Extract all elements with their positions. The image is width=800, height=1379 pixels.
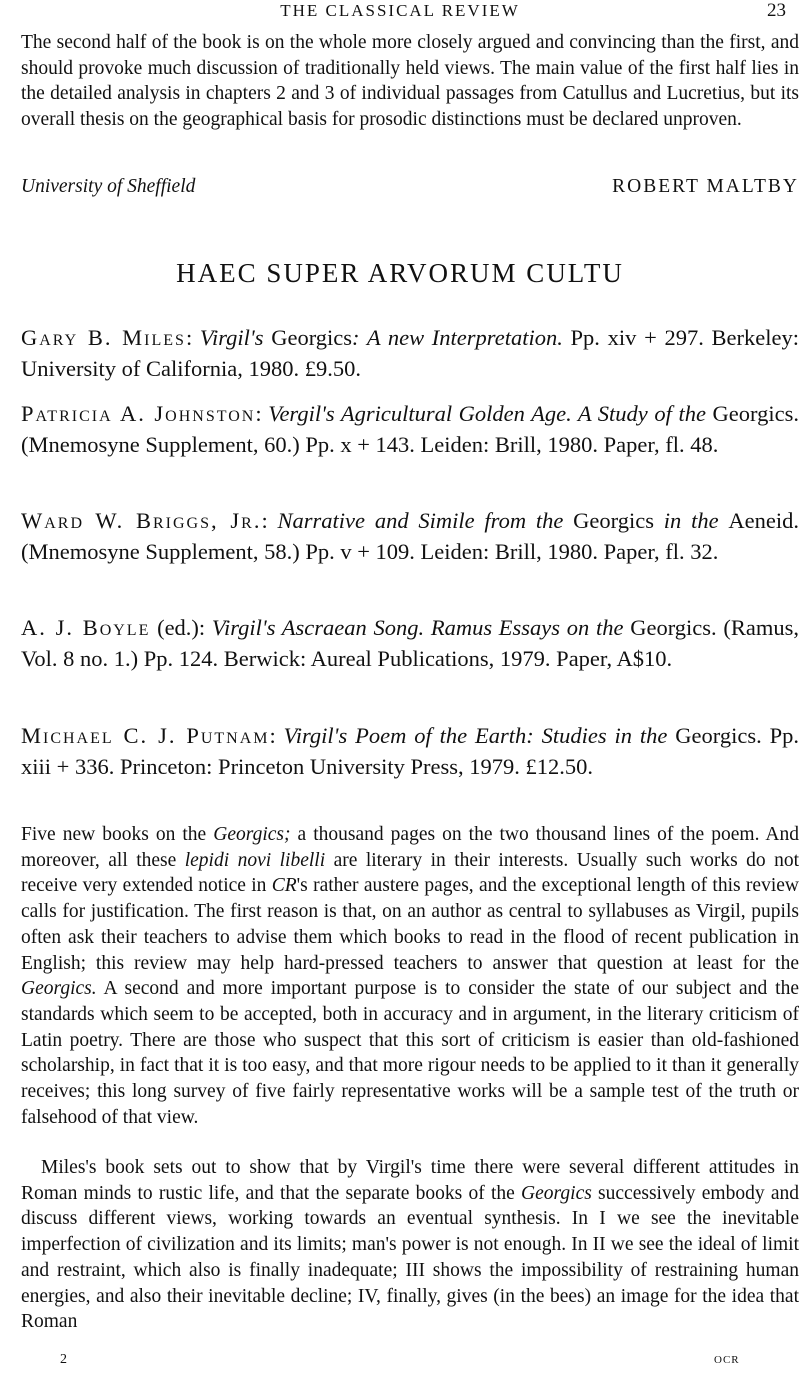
text-run: Miles's book sets out to show that by Virgil's time there were several different attitudes in Roman minds to rustic life, and that the separate books of the bbox=[21, 1157, 799, 1204]
review-title: HAEC SUPER ARVORUM CULTU bbox=[176, 258, 624, 288]
book-title: . bbox=[793, 401, 799, 426]
text-run: successively embody and discuss different views, working towards an eventual synthesis. In I we see the inevitable imperfection of civilization and its limits; man's power is not enough. In II we see the ideal of limit and restraint, which also is finally inadequate; III shows the impossibility of restraining human energies, and also their inevitable decline; IV, finally, gives (in the bees) an image for the idea that Roman bbox=[21, 1182, 799, 1333]
page-number: 23 bbox=[767, 0, 786, 21]
text-run: a thousand pages on the two thousand lines of the poem. And moreover, all these bbox=[21, 824, 799, 871]
book-title: : bbox=[352, 325, 367, 350]
book-details: Pp. xiii + 336. Princeton: Princeton University Press, 1979. £12.50. bbox=[21, 723, 799, 779]
book-entry bbox=[21, 612, 799, 674]
book-title: Georgics bbox=[573, 508, 654, 533]
book-separator: : bbox=[185, 325, 200, 350]
signature-mark: 2 bbox=[60, 1352, 67, 1367]
book-title: Georgics bbox=[271, 325, 353, 350]
book-title: Vergil's Agricultural Golden Age. A Study of the bbox=[268, 401, 713, 426]
book-author: Michael C. J. Putnam bbox=[21, 723, 270, 748]
book-title: Georgics. bbox=[630, 615, 717, 640]
text-run: Georgics bbox=[521, 1182, 592, 1204]
book-title: Aeneid. bbox=[728, 508, 799, 533]
text-run: Five new books on the bbox=[21, 824, 214, 845]
book-title: Virgil's Ascraean Song. Ramus Essays on the bbox=[211, 615, 631, 640]
book-title: Virgil's Poem of the Earth: Studies in the bbox=[283, 723, 676, 748]
reviewer-name: ROBERT MALTBY bbox=[612, 176, 799, 197]
text-run: A second and more important purpose is to consider the state of our subject and the standards which seem to be accepted, both in accuracy and in argument, in the literary criticism of Latin poetry. There are those who suspect that this sort of criticism is easier than old-fashioned scholarship, in fact that it is too easy, and that more rigour needs to be applied to it than it generally receives; this long survey of five fairly representative works will be a sample test of the truth or falsehood of that view. bbox=[21, 978, 799, 1128]
book-title: A new Interpretation. bbox=[366, 325, 563, 350]
previous-review-paragraph: The second half of the book is on the whole more closely argued and convincing than the first, and should provoke much discussion of traditionally held views. The main value of the first half lies in the detailed analysis in chapters 2 and 3 of individual passages from Catullus and Lucretius, but its overall thesis on the geographical basis for prosodic distinctions must be declared unproven. bbox=[21, 32, 799, 130]
book-title: Narrative and Simile from the bbox=[277, 508, 574, 533]
book-details: (Mnemosyne Supplement, 60.) Pp. x + 143. Leiden: Brill, 1980. Paper, fl. 48. bbox=[21, 432, 719, 457]
book-title: Virgil's bbox=[199, 325, 272, 350]
book-author: A. J. Boyle bbox=[21, 615, 151, 640]
ocr-label: OCR bbox=[714, 1354, 740, 1366]
book-details: (Mnemosyne Supplement, 58.) Pp. v + 109. Leiden: Brill, 1980. Paper, fl. 32. bbox=[21, 539, 719, 564]
book-entry bbox=[21, 720, 799, 782]
text-run: are literary in their interests. Usually such works do not receive very extended notice in bbox=[21, 849, 799, 897]
book-separator: : bbox=[255, 401, 269, 426]
book-separator: (ed.): bbox=[150, 615, 212, 640]
book-entry bbox=[21, 398, 799, 460]
book-separator: : bbox=[261, 508, 278, 533]
journal-title: THE CLASSICAL REVIEW bbox=[280, 1, 520, 20]
book-details: Pp. xiv + 297. Berkeley: University of California, 1980. £9.50. bbox=[21, 325, 800, 381]
book-entry bbox=[21, 322, 799, 384]
book-author: Gary B. Miles bbox=[21, 325, 186, 350]
body-paragraph bbox=[21, 822, 799, 1130]
text-run: lepidi novi libelli bbox=[184, 849, 326, 871]
book-author: Patricia A. Johnston bbox=[21, 401, 256, 426]
book-details: (Ramus, Vol. 8 no. 1.) Pp. 124. Berwick: Aureal Publications, 1979. Paper, A$10. bbox=[21, 615, 799, 671]
text-run: Georgics. bbox=[21, 978, 97, 1000]
reviewer-affiliation: University of Sheffield bbox=[21, 176, 196, 197]
book-title: in the bbox=[653, 508, 729, 533]
body-paragraph bbox=[21, 1155, 799, 1335]
book-title: Georgics bbox=[712, 401, 794, 426]
book-separator: : bbox=[269, 723, 284, 748]
book-entry bbox=[21, 505, 799, 567]
book-title: Georgics. bbox=[675, 723, 762, 748]
signature-line bbox=[21, 176, 799, 202]
text-run: CR bbox=[271, 875, 297, 897]
book-author: Ward W. Briggs, Jr. bbox=[21, 508, 262, 533]
text-run: 's rather austere pages, and the exceptional length of this review calls for justification. The first reason is that, on an author as central to syllabuses as Virgil, pupils often ask their teachers to advise them which books to read in the flood of recent publication in English; this review may help hard-pressed teachers to answer that question at least for the bbox=[21, 875, 799, 974]
running-head bbox=[0, 0, 800, 24]
text-run: Georgics; bbox=[213, 824, 291, 845]
